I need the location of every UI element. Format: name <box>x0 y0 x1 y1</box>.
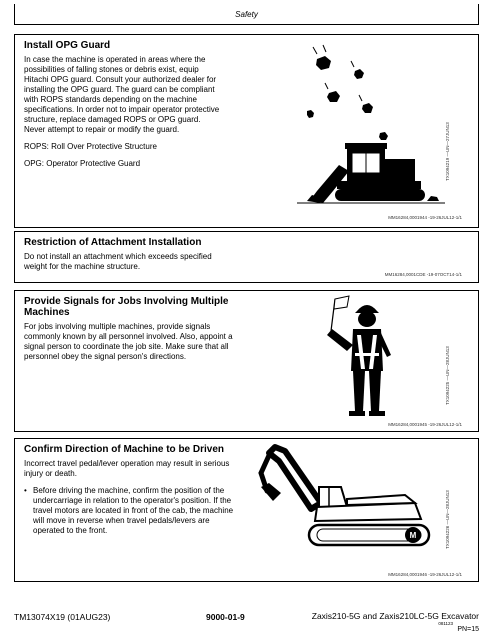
paragraph: Incorrect travel pedal/lever operation may result in serious injury or death. <box>24 459 230 478</box>
footer-machine: Zaxis210-5G and Zaxis210LC-5G Excavator <box>311 611 479 621</box>
header-title: Safety <box>235 10 258 19</box>
reference-code: MM16284,0001CDE -19-07OCT14-1/1 <box>384 272 462 277</box>
bullet-item <box>24 486 242 536</box>
section-attachment-restriction <box>14 231 479 283</box>
footer-page-number: 9000-01-9 <box>206 612 245 622</box>
footer-pn: PN=15 <box>457 626 479 633</box>
section-body <box>24 459 242 536</box>
reference-code: MM16284,0001945 -19-26JUL12-1/1 <box>388 422 462 427</box>
svg-text:M: M <box>409 531 417 540</box>
paragraph: ROPS: Roll Over Protective Structure <box>24 142 157 151</box>
paragraph: Do not install an attachment which exceeds specified weight for the machine structure. <box>24 252 212 271</box>
paragraph: For jobs involving multiple machines, provide signals commonly known by all personnel involved. Also, appoint a signal person to coordinate the job site. Make sure that all personnel obey the signal person's directions. <box>24 322 233 361</box>
section-title: Restriction of Attachment Installation <box>24 237 202 248</box>
signal-person-illustration <box>305 293 405 421</box>
page-header <box>14 4 479 25</box>
section-confirm-direction <box>14 438 479 582</box>
reference-code: MM16284,0001946 -19-26JUL12-1/1 <box>388 572 462 577</box>
paragraph: In case the machine is operated in areas where the possibilities of falling stones or debris exist, equip Hitachi OPG guard. Consult your authorized dealer for installing the OPG guard. The guard can be compliant with ROPS standards depending on the machine specifications. In order not to impair operator protective structure, replace damaged ROPS or OPG guard. Never attempt to repair or modify the guard. <box>24 55 220 134</box>
section-title: Confirm Direction of Machine to be Driven <box>24 444 225 455</box>
section-title: Provide Signals for Jobs Involving Multiple Machines <box>24 296 229 318</box>
section-install-opg-guard <box>14 34 479 228</box>
excavator-travel-illustration <box>255 443 435 549</box>
figure-code: TX1094225 —UN—28JUN13 <box>445 346 450 405</box>
reference-code: MM16284,0001944 -19-26JUL12-1/1 <box>388 215 462 220</box>
section-body <box>24 55 224 176</box>
figure-code: TX1094226 —UN—28JUN13 <box>445 490 450 549</box>
bullet-text: Before driving the machine, confirm the position of the undercarriage in relation to the operator's position. If the travel motors are located in front of the cab, the machine will move in reverse when travel pedals/levers are operated to the front. <box>33 486 234 535</box>
footer-small-code: 081123 <box>438 621 453 626</box>
bullet-list <box>24 486 242 536</box>
paragraph: OPG: Operator Protective Guard <box>24 159 141 168</box>
bullet-icon: • <box>24 486 27 495</box>
falling-stones-excavator-illustration <box>277 41 457 211</box>
section-provide-signals <box>14 290 479 432</box>
footer-doc-id: TM13074X19 (01AUG23) <box>14 612 111 622</box>
figure-code: TX1094219 —UN—27JUN13 <box>445 122 450 181</box>
section-title: Install OPG Guard <box>24 40 111 51</box>
section-body <box>24 252 234 279</box>
section-body <box>24 322 239 369</box>
